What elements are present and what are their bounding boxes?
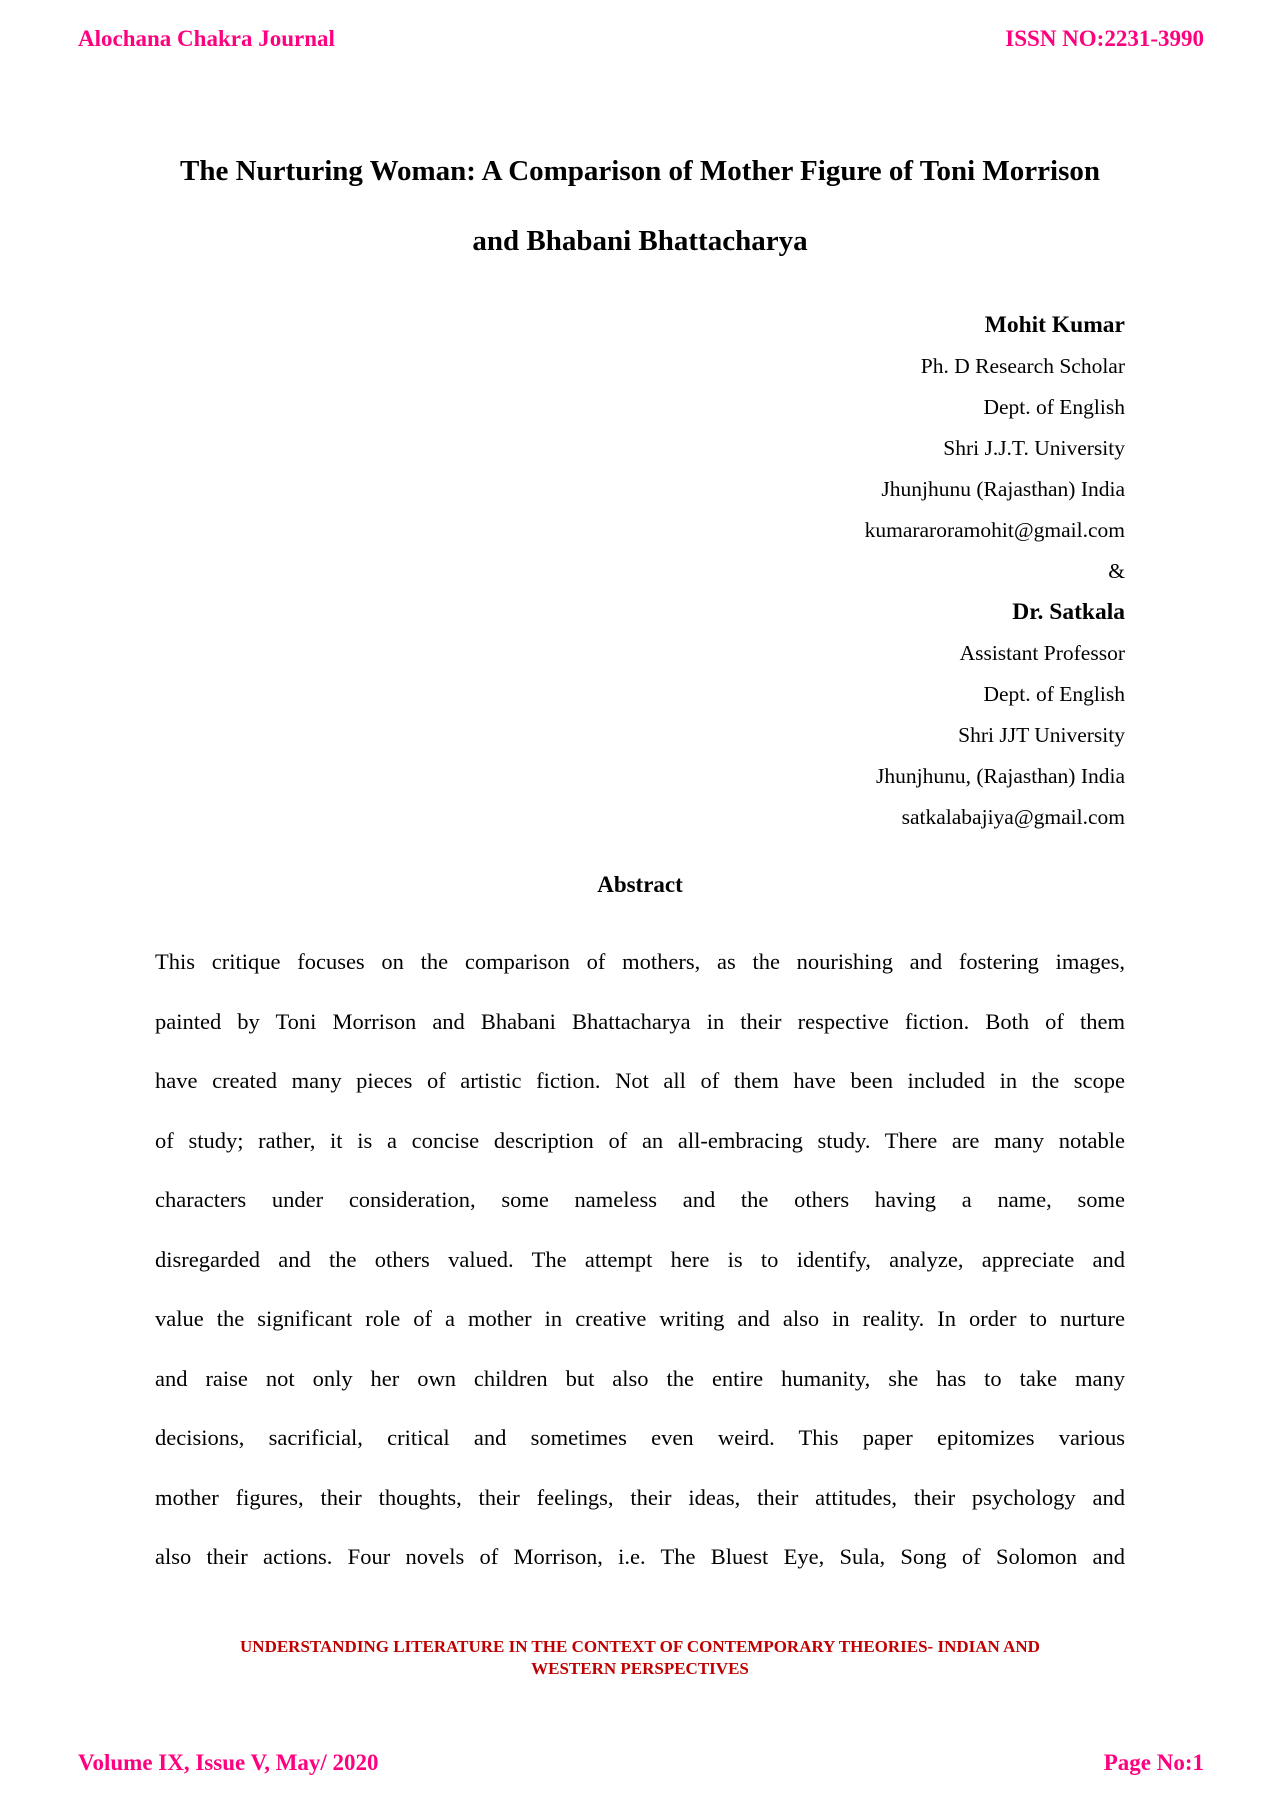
volume-issue: Volume IX, Issue V, May/ 2020 (78, 1750, 379, 1775)
paper-title-line-1: The Nurturing Woman: A Comparison of Mother Figure of Toni Morrison (180, 155, 1100, 187)
abstract-line: value the significant role of a mother in creative writing and also in reality. In order to nurture (155, 1306, 1125, 1331)
abstract-line: and raise not only her own children but also the entire humanity, she has to take many (155, 1365, 1125, 1391)
abstract-line: disregarded and the others valued. The attempt here is to identify, analyze, appreciate and (155, 1246, 1125, 1272)
abstract-line: mother figures, their thoughts, their feelings, their ideas, their attitudes, their psychology and (155, 1484, 1125, 1510)
abstract-heading: Abstract (597, 872, 683, 897)
author-affiliation: Ph. D Research Scholar (920, 354, 1125, 378)
ampersand: & (1108, 559, 1125, 583)
abstract-line: decisions, sacrificial, critical and sometimes even weird. This paper epitomizes various (155, 1425, 1125, 1450)
author-affiliation: Dept. of English (983, 395, 1125, 419)
conference-theme (0, 1636, 1280, 1680)
authors-block (865, 305, 1125, 838)
author-affiliation: Jhunjhunu, (Rajasthan) India (876, 764, 1125, 788)
journal-name: Alochana Chakra Journal (78, 26, 335, 51)
author-affiliation: Shri JJT University (958, 723, 1125, 747)
author-affiliation: Jhunjhunu (Rajasthan) India (881, 477, 1125, 501)
abstract-line: of study; rather, it is a concise description of an all-embracing study. There are many notable (155, 1127, 1125, 1153)
issn: ISSN NO:2231-3990 (1005, 26, 1204, 51)
conference-line-2: WESTERN PERSPECTIVES (531, 1659, 749, 1678)
author-affiliation: Dept. of English (983, 682, 1125, 706)
conference-line-1: UNDERSTANDING LITERATURE IN THE CONTEXT OF CONTEMPORARY THEORIES- INDIAN AND (240, 1637, 1040, 1656)
abstract-line: have created many pieces of artistic fiction. Not all of them have been included in the scope (155, 1068, 1125, 1093)
abstract-line: This critique focuses on the comparison of mothers, as the nourishing and fostering images, (155, 949, 1125, 974)
page-number: Page No:1 (1103, 1750, 1204, 1775)
author-name: Dr. Satkala (1012, 599, 1125, 625)
abstract-line: painted by Toni Morrison and Bhabani Bhattacharya in their respective fiction. Both of them (155, 1008, 1125, 1034)
abstract-line: also their actions. Four novels of Morrison, i.e. The Bluest Eye, Sula, Song of Solomon and (155, 1544, 1125, 1569)
abstract-body (155, 932, 1125, 1587)
author-affiliation: Assistant Professor (959, 641, 1125, 665)
paper-title-line-2: and Bhabani Bhattacharya (472, 225, 808, 257)
author-email[interactable]: satkalabajiya@gmail.com (901, 805, 1125, 829)
author-name: Mohit Kumar (984, 312, 1125, 338)
author-email[interactable]: kumararoramohit@gmail.com (864, 518, 1125, 542)
author-affiliation: Shri J.J.T. University (943, 436, 1125, 460)
abstract-line: characters under consideration, some nameless and the others having a name, some (155, 1187, 1125, 1212)
